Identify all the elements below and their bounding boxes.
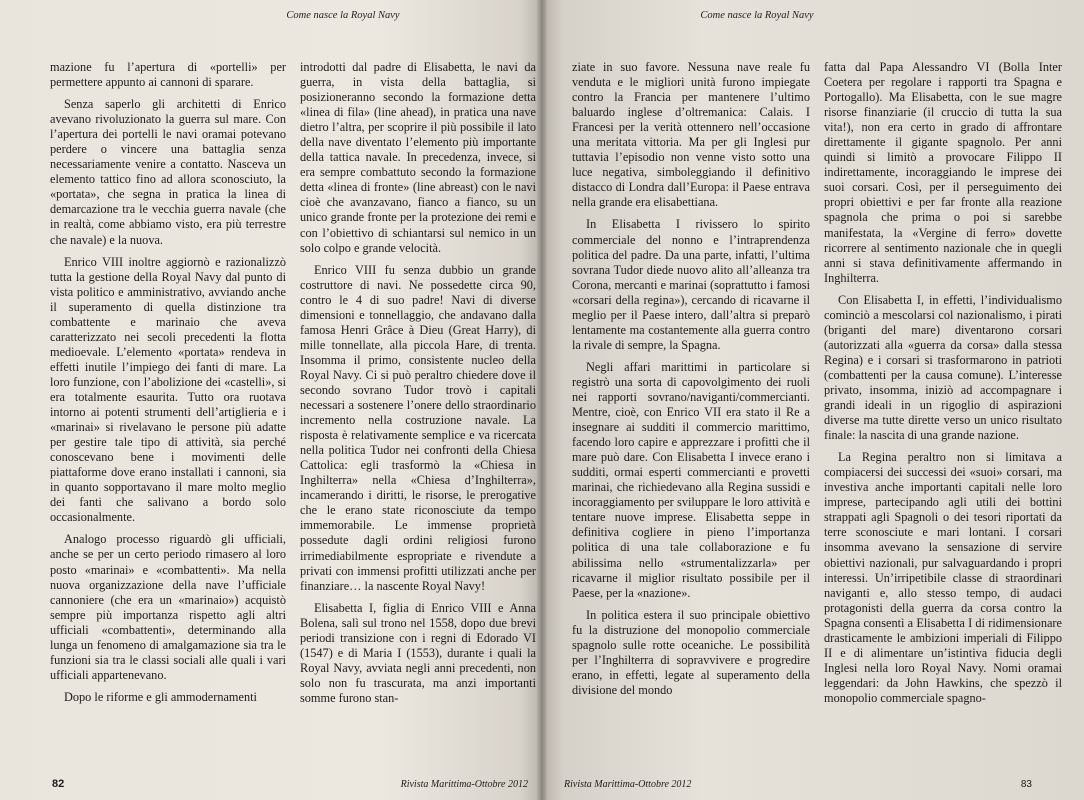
paragraph: In politica estera il suo principale obiettivo fu la distruzione del monopolio commerciale spagnolo sulle rotte oceaniche. Le possibilità per l’Inghilterra di sopravvivere e progredire erano, in effetti, legate al superamento della divisione del mondo [572,607,810,697]
journal-footer: Rivista Marittima-Ottobre 2012 [564,779,692,790]
right-page [542,0,1084,800]
paragraph: Analogo processo riguardò gli ufficiali, anche se per un certo periodo rimasero al loro posto «marinai» e «combattenti». Ma nella nuova organizzazione della nave l’ufficiale cannoniere (che era un «marinaio») acquistò sempre più importanza rispetto agli altri ufficiali «combattenti», determinando alla lunga un fenomeno di amalgamazione sia tra le funzioni sia tra le classi sociali alle quali i vari ufficiali appartenevano. [50,532,286,682]
paragraph: ziate in suo favore. Nessuna nave reale fu venduta e le migliori unità furono impiegate contro la Francia per mantenere l’ultimo baluardo inglese d’oltremanica: Calais. I Francesi per la verità ottennero nell’occasione una meritata vittoria. Ma per gli Inglesi pur tuttavia l’episodio non venne visto sotto una luce negativa, simboleggiando il definitivo distacco di Londra dall’Europa: il Paese entrava nella grande era elisabettiana. [572,60,810,210]
paragraph: Con Elisabetta I, in effetti, l’individualismo cominciò a mescolarsi col nazionalismo, i pirati (briganti del mare) diventarono corsari (autorizzati alla «guerra da corsa» dalla stessa Regina) e i corsari si trasformarono in patrioti (combattenti per la causa comune). L’interesse privato, insomma, iniziò ad accompagnare i grandi ideali in un rigoglio di aspirazioni diverse ma tutte dirette verso un unico risultato finale: la nascita di una grande nazione. [824,292,1062,443]
paragraph: introdotti dal padre di Elisabetta, le navi da guerra, in vista della battaglia, si posizioneranno secondo la formazione detta «linea di fila» (line ahead), in pratica una nave dietro l’altra, per scoprire il più possibile il lato della nave diventato l’elemento più importante della tattica navale. In precedenza, invece, si era sempre combattuto secondo la formazione detta «linea di fronte» (line abreast) con le navi cioè che avanzavano, fianco a fianco, su un unico grande fronte per la protezione dei remi e con l’obiettivo di schiantarsi sul nemico in un solo colpo e grande velocità. [300,60,536,255]
column-1 [50,60,286,760]
page-number: 83 [1020,779,1032,790]
journal-footer: Rivista Marittima-Ottobre 2012 [400,779,528,790]
paragraph: In Elisabetta I rivissero lo spirito commerciale del nonno e l’intraprendenza politica del padre. Da una parte, infatti, l’ultima sovrana Tudor diede nuovo alito all’alleanza tra Corona, mercanti e marinai (soprattutto i famosi «corsari della regina»), cercando di ricavarne il meglio per il Paese intero, dall’altra si preparò lentamente ma costantemente alla guerra contro la rivale di sempre, la Spagna. [572,217,810,352]
text-columns [572,60,1062,760]
page-number: 82 [52,778,65,790]
paragraph: Enrico VIII inoltre aggiornò e razionalizzò tutta la gestione della Royal Navy dal punto di vista politico e amministrativo, avviando anche il superamento di quella distinzione tra combattente e marinaio che aveva caratterizzato nei secoli precedenti la flotta medioevale. L’elemento «portata» rendeva in effetti inutile l’impiego dei fanti di mare. La loro funzione, con l’abolizione dei «castelli», si era totalmente esaurita. Tutto ora ruotava intorno ai potenti strumenti dell’artiglieria e i «marinai» si rivelavano le persone più adatte per gestire tale tipo di attività, sia perché conoscevano bene i movimenti delle piattaforme dove erano installati i cannoni, sia in quanto sopportavano il mare molto meglio dei fanti che salivano a bordo solo occasionalmente. [50,254,286,525]
paragraph: Negli affari marittimi in particolare si registrò una sorta di capovolgimento dei ruoli nei rapporti sovrano/naviganti/commercianti. Mentre, cioè, con Enrico VII era stato il Re a insegnare ai sudditi il commercio marittimo, facendo loro capire e apprezzare i profitti che il mare può dare. Con Elisabetta I invece erano i sudditi, ormai esperti commercianti e provetti marinai, che richiedevano alla Regina sussidi e incoraggiamento per sviluppare le loro attività e tentare nuove imprese. Elisabetta seppe in definitiva cogliere in pieno l’importanza politica di una tale collaborazione e fu abilissima nello «strumentalizzarla» per ricavarne il miglior risultato possibile per il Paese, per la «nazione». [572,359,810,600]
column-2 [824,60,1062,760]
paragraph: La Regina peraltro non si limitava a compiacersi dei successi dei «suoi» corsari, ma investiva anche importanti capitali nelle loro imprese, partecipando agli utili dei bottini strappati agli Spagnoli o dei tesori riportati da terre sconosciute e mari lontani. I corsari insomma avevano la sensazione di servire obiettivi nazionali, pur salvaguardando i propri interessi. Un’irripetibile classe di straordinari naviganti e, allo stesso tempo, di audaci protagonisti della guerra da corsa contro la Spagna consentì a Elisabetta I di ridimensionare drasticamente le ambizioni imperiali di Filippo II e di alimentare un’istintiva fiducia degli Inglesi nella loro Royal Navy. Nomi oramai leggendari: da John Hawkins, che spezzò il monopolio commerciale spagno- [824,450,1062,705]
paragraph: mazione fu l’apertura di «portelli» per permettere appunto ai cannoni di sparare. [50,60,286,90]
column-2 [300,60,536,760]
column-1 [572,60,810,760]
running-head: Come nasce la Royal Navy [286,10,400,21]
text-columns [50,60,536,760]
paragraph: Enrico VIII fu senza dubbio un grande costruttore di navi. Ne possedette circa 90, contro le 4 di suo padre! Navi di diverse dimensioni e tonnellaggio, che andavano dalla famosa Henri Grâce à Dieu (Great Harry), di mille tonnellate, alla piccola Hare, di trenta. Insomma il primo, consistente nucleo della Royal Navy. Ci si può peraltro chiedere dove il secondo sovrano Tudor trovò i capitali necessari a sostenere l’onere dello straordinario incremento nella costruzione navale. La risposta è relativamente semplice e va ricercata nella politica Tudor nei confronti della Chiesa Cattolica: egli trasformò la «Chiesa in Inghilterra» nella «Chiesa d’Inghilterra», incamerando i diritti, le risorse, le prerogative che le erano state riconosciute da tempo immemorabile. Le immense proprietà possedute dagli ordini religiosi furono irrimediabilmente espropriate e rivendute a privati con immensi profitti utilizzati anche per finanziare… la nascente Royal Navy! [300,262,536,593]
paragraph: Dopo le riforme e gli ammodernamenti [64,689,257,704]
running-head: Come nasce la Royal Navy [700,10,814,21]
paragraph: fatta dal Papa Alessandro VI (Bolla Inter Coetera per regolare i rapporti tra Spagna e Portogallo). Ma Elisabetta, con le sue magre risorse finanziarie (il cruccio di tutta la sua vita!), non era certo in grado di affrontare direttamente il gigante spagnolo. Per anni quindi si limitò a provocare Filippo II indirettamente, incoraggiando le imprese dei suoi corsari. Così, per il perseguimento dei propri obiettivi e per far fronte alla reazione spagnola che prima o poi si sarebbe manifestata, la «Vergine di ferro» dovette ricorrere al sentimento nazionale che in quegli anni si stava definitivamente affermando in Inghilterra. [824,60,1062,285]
paragraph: Elisabetta I, figlia di Enrico VIII e Anna Bolena, salì sul trono nel 1558, dopo due brevi periodi transizione con i regni di Edorado VI (1547) e di Maria I (1553), durante i quali la Royal Navy, avviata negli anni precedenti, non solo non fu trascurata, ma anzi importanti somme furono stan- [300,600,536,705]
paragraph: Senza saperlo gli architetti di Enrico avevano rivoluzionato la guerra sul mare. Con l’apertura dei portelli le navi oramai potevano perdere o vincere una battaglia senza necessariamente venire a contatto. Nasceva un elemento tattico fino ad allora sconosciuto, la «portata», che segna in pratica la linea di demarcazione tra le vecchia guerra navale (che in realtà, come abbiamo visto, era più terrestre che navale) e la nuova. [50,97,286,247]
